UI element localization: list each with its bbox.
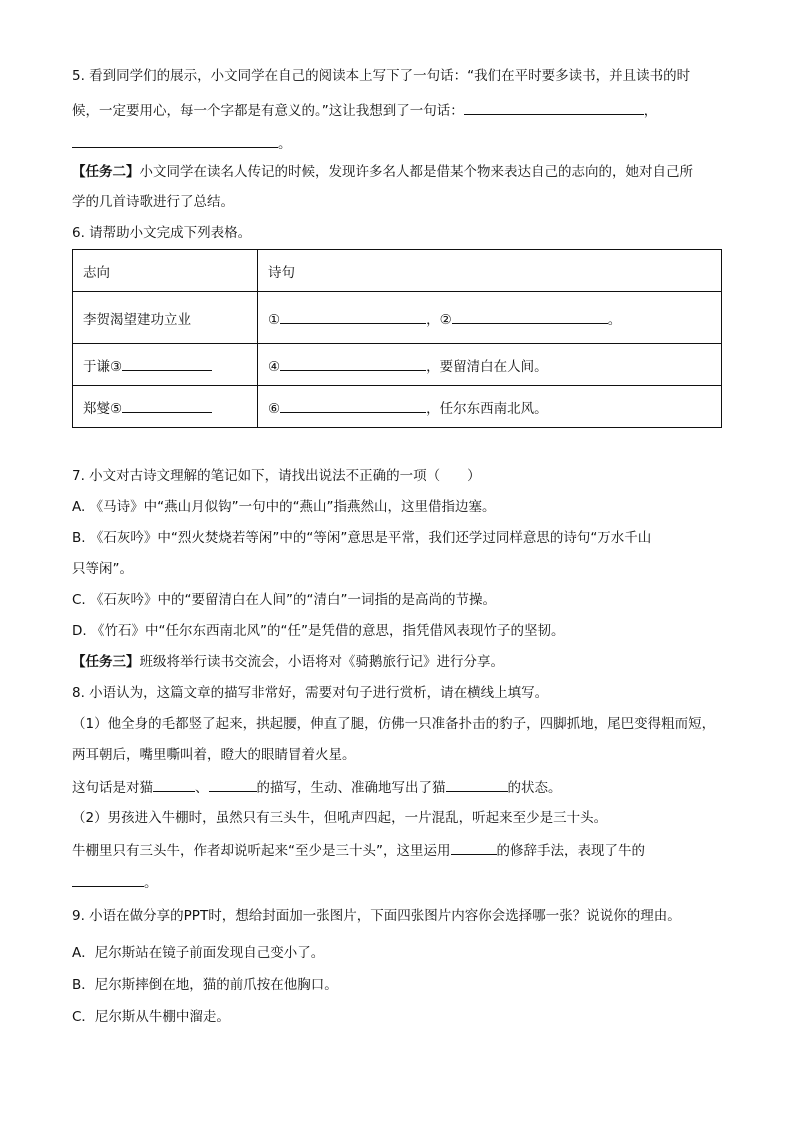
row3-verse [258,386,722,428]
q7-option-c[interactable]: C. 《石灰吟》中的“要留清白在人间”的“清白”一词指的是高尚的节操。 [72,592,496,608]
q7-stem: 7. 小文对古诗文理解的笔记如下，请找出说法不正确的一项（ ） [72,468,481,484]
q8-blank-4[interactable] [451,840,497,855]
q8-p1-line-2: 两耳朝后，嘴里嘶叫着，瞪大的眼睛冒着火星。 [72,747,356,763]
q8-blank-1[interactable] [153,777,195,792]
q5-line-3 [72,133,292,154]
row3-aim-mark: ⑤ [110,400,123,417]
q8-p2-text-b: 的修辞手法，表现了牛的 [496,843,645,859]
q5-line-2 [72,100,657,121]
row3-blank[interactable] [280,398,426,413]
row3-aim-label: 郑燮 [83,400,110,417]
q8-p2-line-3 [72,872,158,893]
task2-line-2: 学的几首诗歌进行了总结。 [72,194,234,210]
q8-p1-ans-a: 这句话是对猫 [72,780,153,796]
row1-aim: 李贺渴望建功立业 [73,292,258,344]
row2-aim-blank[interactable] [122,356,212,371]
q5-line-1: 5. 看到同学们的展示，小文同学在自己的阅读本上写下了一句话：“我们在平时要多读书，并且读书的时 [72,68,691,84]
q5-blank-2[interactable] [72,133,278,148]
q7-option-a[interactable]: A. 《马诗》中“燕山月似钩”一句中的“燕山”指燕然山，这里借指边塞。 [72,499,496,515]
row1-mark-1: ① [268,311,281,328]
q7-option-b-cont: 只等闲”。 [72,561,133,577]
q9-option-c[interactable]: C．尼尔斯从牛棚中溜走。 [72,1009,230,1025]
task2-tag: 【任务二】 [72,164,140,180]
q8-p1-ans-d: 的状态。 [507,780,562,796]
row3-aim [73,386,258,428]
table-row [73,292,722,344]
q8-blank-3[interactable] [446,777,508,792]
q9-option-a[interactable]: A．尼尔斯站在镜子前面发现自己变小了。 [72,945,325,961]
aspiration-table [72,249,722,428]
task3-text: 班级将举行读书交流会，小语将对《骑鹅旅行记》进行分享。 [139,654,504,670]
row2-aim [73,344,258,386]
row2-blank[interactable] [280,356,426,371]
q5-blank-1[interactable] [464,100,644,115]
q5-period: 。 [278,136,292,152]
row1-blank-2[interactable] [452,309,608,324]
q8-stem: 8. 小语认为，这篇文章的描写非常好，需要对句子进行赏析，请在横线上填写。 [72,685,549,701]
q8-p1-answer [72,777,562,798]
row1-end: 。 [607,311,622,328]
q8-p2-text-a: 牛棚里只有三头牛，作者却说听起来“至少是三十头”，这里运用 [72,843,451,859]
row1-mark-2: ，② [426,311,452,328]
q8-p2-end: 。 [144,875,158,891]
q6-title: 6. 请帮助小文完成下列表格。 [72,225,252,241]
row2-verse [258,344,722,386]
row3-aim-blank[interactable] [122,398,212,413]
q8-p1-ans-b: 、 [195,780,209,796]
q8-p2-line-1: （2）男孩进入牛棚时，虽然只有三头牛，但吼声四起，一片混乱，听起来至少是三十头。 [72,810,608,826]
table-row [73,386,722,428]
row3-verse-end: ，任尔东西南北风。 [426,400,548,417]
row1-blank-1[interactable] [280,309,426,324]
q5-comma: ， [643,103,658,119]
table-header-row [73,250,722,292]
q7-option-b[interactable]: B. 《石灰吟》中“烈火焚烧若等闲”中的“等闲”意思是平常，我们还学过同样意思的诗句“万水千山 [72,530,652,546]
task2-line-1 [72,162,693,182]
q8-blank-5[interactable] [72,872,144,887]
q5-line-2-text: 候，一定要用心，每一个字都是有意义的。”这让我想到了一句话： [72,103,464,119]
row2-mark: ④ [268,358,281,375]
q7-option-d[interactable]: D. 《竹石》中“任尔东西南北风”的“任”是凭借的意思，指凭借风表现竹子的坚韧。 [72,623,565,639]
q8-p2-line-2 [72,840,645,861]
task3-line [72,652,504,672]
q9-stem: 9. 小语在做分享的PPT时，想给封面加一张图片，下面四张图片内容你会选择哪一张？说说你的理由。 [72,908,681,924]
row1-verse [258,292,722,344]
row3-mark: ⑥ [268,400,281,417]
q8-p1-ans-c: 的描写，生动、准确地写出了猫 [256,780,446,796]
q8-p1-line-1: （1）他全身的毛都竖了起来，拱起腰，伸直了腿，仿佛一只准备扑击的豹子，四脚抓地，尾巴变得粗而短， [72,716,716,732]
row2-verse-end: ，要留清白在人间。 [426,358,548,375]
q9-option-b[interactable]: B．尼尔斯摔倒在地，猫的前爪按在他胸口。 [72,977,338,993]
task2-text-1: 小文同学在读名人传记的时候，发现许多名人都是借某个物来表达自己的志向的，她对自己所 [139,164,693,180]
table-header-aim: 志向 [73,250,258,292]
table-header-verse: 诗句 [258,250,722,292]
row2-aim-mark: ③ [110,358,123,375]
q8-blank-2[interactable] [209,777,257,792]
table-row [73,344,722,386]
row2-aim-label: 于谦 [83,358,110,375]
task3-tag: 【任务三】 [72,654,140,670]
